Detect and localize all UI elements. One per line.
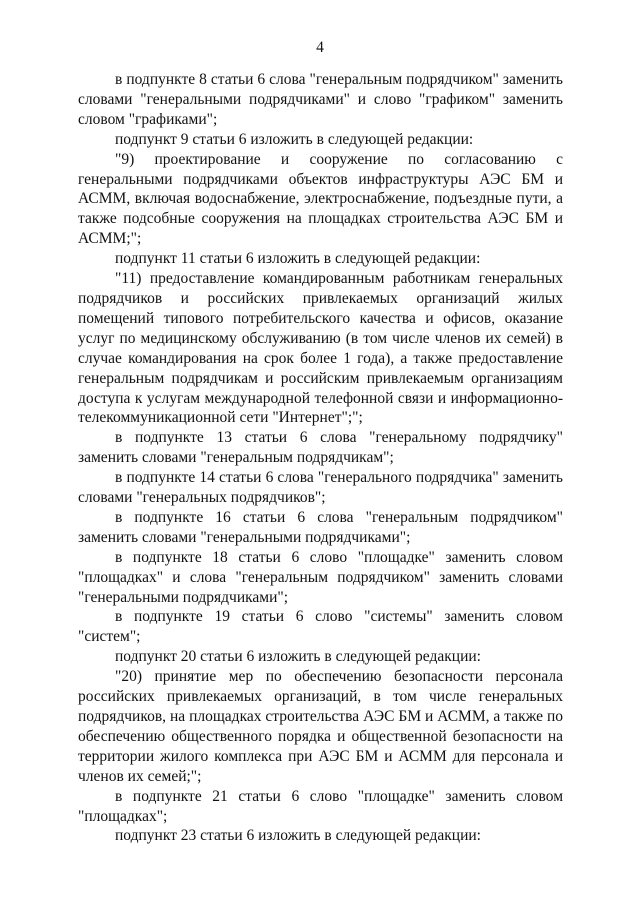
paragraph-3: "9) проектирование и сооружение по согласованию с генеральными подрядчиками объектов инфраструктуры АЭС БМ и АСММ, включая водоснабжение, электроснабжение, подъездные пути, а также подсобные сооружения на площадках строительства АЭС БМ и АСММ;"; — [78, 150, 563, 248]
paragraph-13: в подпункте 21 статьи 6 слово "площадке" заменить словом "площадках"; — [78, 787, 563, 825]
paragraph-12: "20) принятие мер по обеспечению безопасности персонала российских привлекаемых организаций, в том числе генеральных подрядчиков, на площадках строительства АЭС БМ и АСММ, а также по обеспечению общественного порядка и общественной безопасности на территории жилого комплекса при АЭС БМ и АСММ для персонала и членов их семей;"; — [78, 668, 563, 785]
page-number: 4 — [316, 39, 324, 56]
paragraph-2: подпункт 9 статьи 6 изложить в следующей редакции: — [115, 130, 474, 148]
paragraph-8: в подпункте 16 статьи 6 слова "генеральным подрядчиком" заменить словами "генеральными подрядчиками"; — [78, 508, 563, 546]
paragraph-14: подпункт 23 статьи 6 изложить в следующей редакции: — [115, 827, 481, 845]
paragraph-10: в подпункте 19 статьи 6 слово "системы" заменить словом "систем"; — [78, 608, 563, 646]
paragraph-6: в подпункте 13 статьи 6 слова "генеральному подрядчику" заменить словами "генеральным подрядчикам"; — [78, 429, 563, 467]
paragraph-5: "11) предоставление командированным работникам генеральных подрядчиков и российских привлекаемых организаций жилых помещений типового потребительского качества и офисов, оказание услуг по медицинскому обслуживанию (в том числе членов их семей) в случае командирования на срок более 1 года), а также предоставление генеральным подрядчикам и российским привлекаемым организациям доступа к услугам международной телефонной связи и информационно-телекоммуникационной сети "Интернет";"; — [78, 270, 563, 427]
paragraph-7: в подпункте 14 статьи 6 слова "генерального подрядчика" заменить словами "генеральных подрядчиков"; — [78, 469, 563, 507]
paragraph-11: подпункт 20 статьи 6 изложить в следующей редакции: — [115, 648, 481, 666]
paragraph-9: в подпункте 18 статьи 6 слово "площадке" заменить словом "площадках" и слова "генеральным подрядчиком" заменить словами "генеральными подрядчиками"; — [78, 548, 563, 606]
paragraph-1: в подпункте 8 статьи 6 слова "генеральным подрядчиком" заменить словами "генеральными подрядчиками" и слово "графиком" заменить словом "графиками"; — [78, 71, 563, 128]
paragraph-4: подпункт 11 статьи 6 изложить в следующей редакции: — [115, 250, 481, 268]
document-body — [78, 70, 563, 846]
